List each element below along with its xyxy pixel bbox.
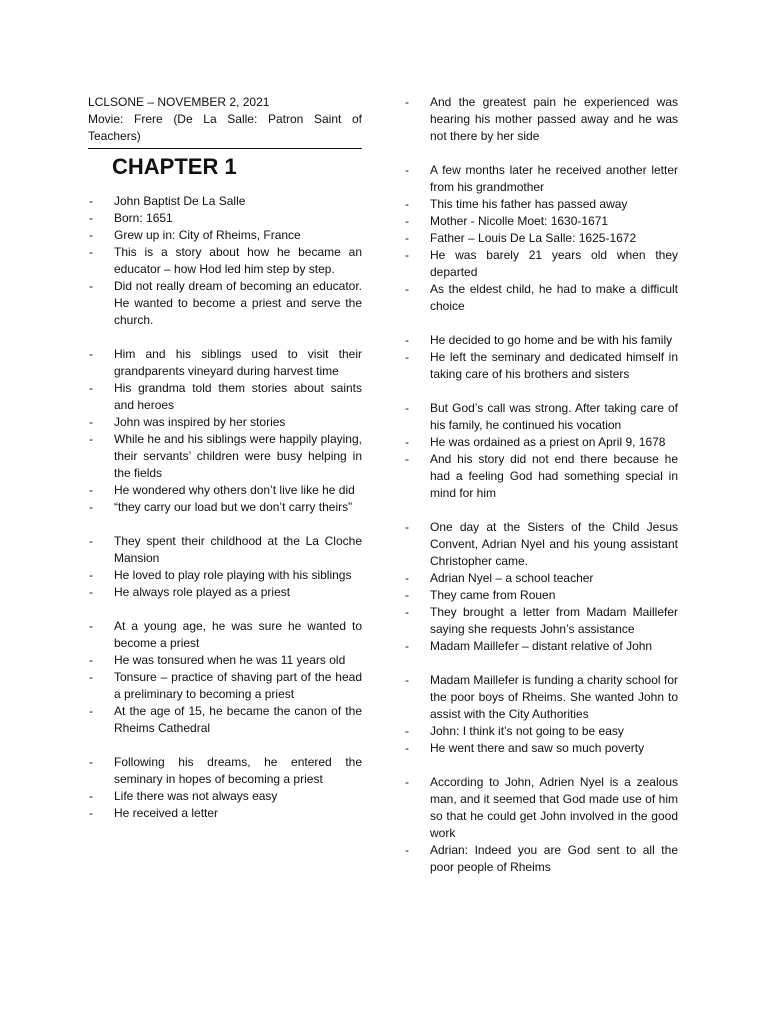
bullet-item: - They brought a letter from Madam Maillefer saying she requests John’s assistance: [404, 604, 678, 638]
header-divider: [88, 148, 362, 149]
right-bullet-list: [404, 94, 678, 876]
bullet-item: - John Baptist De La Salle: [88, 193, 362, 210]
bullet-item: - He decided to go home and be with his family: [404, 332, 678, 349]
bullet-item: - They came from Rouen: [404, 587, 678, 604]
bullet-item: - And his story did not end there because he had a feeling God had something special in mind for him: [404, 451, 678, 502]
bullet-item: - Born: 1651: [88, 210, 362, 227]
bullet-item: - Following his dreams, he entered the seminary in hopes of becoming a priest: [88, 754, 362, 788]
bullet-item: - As the eldest child, he had to make a difficult choice: [404, 281, 678, 315]
bullet-item: - Life there was not always easy: [88, 788, 362, 805]
header-date-line: LCLSONE – NOVEMBER 2, 2021: [88, 95, 270, 109]
bullet-item: - He went there and saw so much poverty: [404, 740, 678, 757]
bullet-item: - Adrian: Indeed you are God sent to all the poor people of Rheims: [404, 842, 678, 876]
left-column: [88, 94, 362, 822]
bullet-item: - This is a story about how he became an educator – how Hod led him step by step.: [88, 244, 362, 278]
bullet-item: - He received a letter: [88, 805, 362, 822]
header-movie-line: Movie: Frere (De La Salle: Patron Saint of Teachers): [88, 112, 362, 143]
bullet-item: - At a young age, he was sure he wanted to become a priest: [88, 618, 362, 652]
bullet-item: - Madam Maillefer – distant relative of John: [404, 638, 678, 655]
bullet-item: - “they carry our load but we don’t carry theirs”: [88, 499, 362, 516]
bullet-item: - This time his father has passed away: [404, 196, 678, 213]
bullet-item: - But God’s call was strong. After taking care of his family, he continued his vocation: [404, 400, 678, 434]
bullet-item: - Father – Louis De La Salle: 1625-1672: [404, 230, 678, 247]
bullet-item: - And the greatest pain he experienced was hearing his mother passed away and he was not there by her side: [404, 94, 678, 145]
right-column: [404, 94, 678, 876]
bullet-item: - One day at the Sisters of the Child Jesus Convent, Adrian Nyel and his young assistant Christopher came.: [404, 519, 678, 570]
bullet-item: - They spent their childhood at the La Cloche Mansion: [88, 533, 362, 567]
bullet-item: - Grew up in: City of Rheims, France: [88, 227, 362, 244]
chapter-title: CHAPTER 1: [112, 154, 237, 179]
left-bullet-list: [88, 193, 362, 822]
bullet-item: - A few months later he received another letter from his grandmother: [404, 162, 678, 196]
bullet-item: - John: I think it’s not going to be easy: [404, 723, 678, 740]
bullet-item: - Him and his siblings used to visit their grandparents vineyard during harvest time: [88, 346, 362, 380]
bullet-item: - He wondered why others don’t live like he did: [88, 482, 362, 499]
bullet-item: - He was tonsured when he was 11 years old: [88, 652, 362, 669]
bullet-item: - He was ordained as a priest on April 9, 1678: [404, 434, 678, 451]
bullet-item: - Tonsure – practice of shaving part of the head a preliminary to becoming a priest: [88, 669, 362, 703]
bullet-item: - Did not really dream of becoming an educator. He wanted to become a priest and serve the church.: [88, 278, 362, 329]
bullet-item: - Mother - Nicolle Moet: 1630-1671: [404, 213, 678, 230]
bullet-item: - He loved to play role playing with his siblings: [88, 567, 362, 584]
bullet-item: - While he and his siblings were happily playing, their servants’ children were busy helping in the fields: [88, 431, 362, 482]
bullet-item: - He was barely 21 years old when they departed: [404, 247, 678, 281]
bullet-item: - According to John, Adrien Nyel is a zealous man, and it seemed that God made use of him so that he could get John involved in the good work: [404, 774, 678, 842]
bullet-item: - He always role played as a priest: [88, 584, 362, 601]
bullet-item: - Adrian Nyel – a school teacher: [404, 570, 678, 587]
bullet-item: - At the age of 15, he became the canon of the Rheims Cathedral: [88, 703, 362, 737]
bullet-item: - His grandma told them stories about saints and heroes: [88, 380, 362, 414]
bullet-item: - Madam Maillefer is funding a charity school for the poor boys of Rheims. She wanted John to assist with the City Authorities: [404, 672, 678, 723]
bullet-item: - John was inspired by her stories: [88, 414, 362, 431]
bullet-item: - He left the seminary and dedicated himself in taking care of his brothers and sisters: [404, 349, 678, 383]
